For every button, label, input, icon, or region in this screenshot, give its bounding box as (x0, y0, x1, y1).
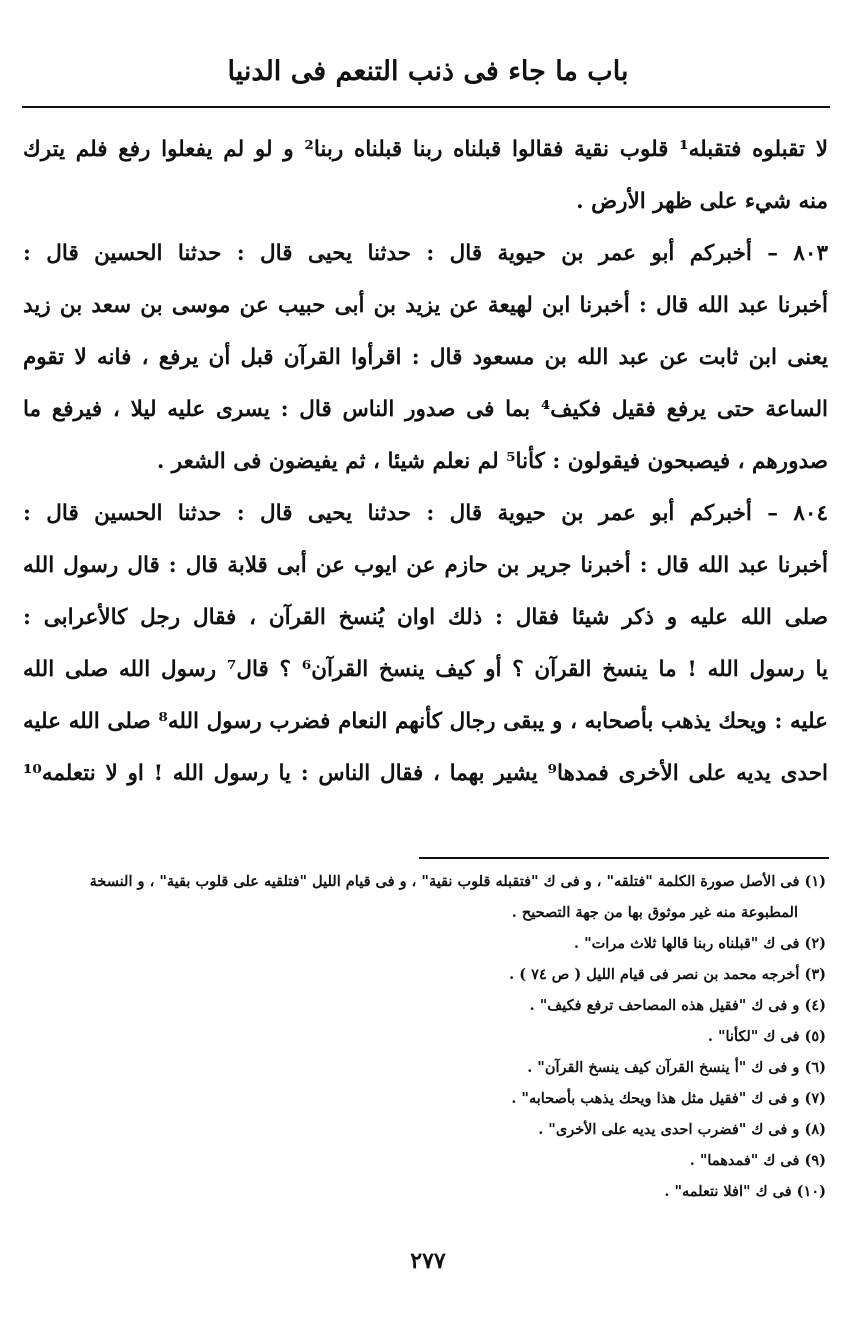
footnote-4: (٤) و فى ك "فقيل هذه المصاحف ترفع فكيف" . (529, 997, 826, 1014)
footnote-1-continuation: المطبوعة منه غير موثوق بها من جهة التصحيح . (511, 904, 798, 921)
footnote-8: (٨) و فى ك "فضرب احدى يديه على الأخرى" . (538, 1121, 826, 1138)
footnote-2: (٢) فى ك "قبلناه ربنا قالها ثلاث مرات" . (573, 935, 826, 952)
text-line: احدى يديه على الأخرى فمدها⁹ يشير بهما ، فقال الناس : يا رسول الله ! او لا نتعلمه¹⁰ (23, 761, 828, 786)
footnote-6: (٦) و فى ك "أ ينسخ القرآن كيف ينسخ القرآن" . (527, 1059, 826, 1076)
footnote-9: (٩) فى ك "فمدهما" . (689, 1152, 826, 1169)
text-line: أخبرنا عبد الله قال : أخبرنا جرير بن حازم عن ايوب عن أبى قلابة قال : قال رسول الله (23, 553, 828, 578)
hadith-804-start: ٨٠٤ – أخبركم أبو عمر بن حيوية قال : حدثنا يحيى قال : حدثنا الحسين قال : (23, 501, 828, 526)
footnote-1: (١) فى الأصل صورة الكلمة "فتلقه" ، و فى ك "فتقبله قلوب نقية" ، و فى قيام الليل "فتلقيه على قلوب بقية" ، و النسخة (89, 873, 826, 890)
text-line: لا تقبلوه فتقبله¹ قلوب نقية فقالوا قبلناه ربنا قبلناه ربنا² و لو لم يفعلوا رفع فلم يترك (23, 137, 828, 162)
text-line: منه شيء على ظهر الأرض . (576, 189, 828, 214)
footnote-10: (١٠) فى ك "افلا نتعلمه" . (664, 1183, 826, 1200)
text-line: صلى الله عليه و ذكر شيئا فقال : ذلك اوان يُنسخ القرآن ، فقال رجل كالأعرابى : (23, 605, 828, 630)
header-rule (22, 106, 830, 108)
footnote-7: (٧) و فى ك "فقيل مثل هذا ويحك يذهب بأصحابه" . (511, 1090, 826, 1107)
footnote-rule (419, 857, 829, 859)
footnote-3: (٣) أخرجه محمد بن نصر فى قيام الليل ( ص ٧٤ ) . (509, 966, 826, 983)
text-line: أخبرنا عبد الله قال : أخبرنا ابن لهيعة عن يزيد بن أبى حبيب عن موسى بن سعد بن زيد (23, 293, 828, 318)
main-text (23, 124, 828, 800)
text-line: يعنى ابن ثابت عن عبد الله بن مسعود قال : اقرأوا القرآن قبل أن يرفع ، فانه لا تقوم (23, 345, 828, 370)
running-head: باب ما جاء فى ذنب التنعم فى الدنيا (227, 56, 629, 87)
footnote-5: (٥) فى ك "لكأنا" . (707, 1028, 826, 1045)
text-line: عليه : ويحك يذهب بأصحابه ، و يبقى رجال كأنهم النعام فضرب رسول الله⁸ صلى الله عليه (23, 709, 828, 734)
footnotes (26, 866, 826, 1207)
text-line: الساعة حتى يرفع فقيل فكيف⁴ بما فى صدور الناس قال : يسرى عليه ليلا ، فيرفع ما (23, 397, 828, 422)
page-number: ٢٧٧ (410, 1248, 446, 1274)
hadith-803-start: ٨٠٣ – أخبركم أبو عمر بن حيوية قال : حدثنا يحيى قال : حدثنا الحسين قال : (23, 241, 828, 266)
text-line: صدورهم ، فيصبحون فيقولون : كأنا⁵ لم نعلم شيئا ، ثم يفيضون فى الشعر . (156, 449, 828, 474)
text-line: يا رسول الله ! ما ينسخ القرآن ؟ أو كيف ينسخ القرآن⁶ ؟ قال⁷ رسول الله صلى الله (23, 657, 828, 682)
